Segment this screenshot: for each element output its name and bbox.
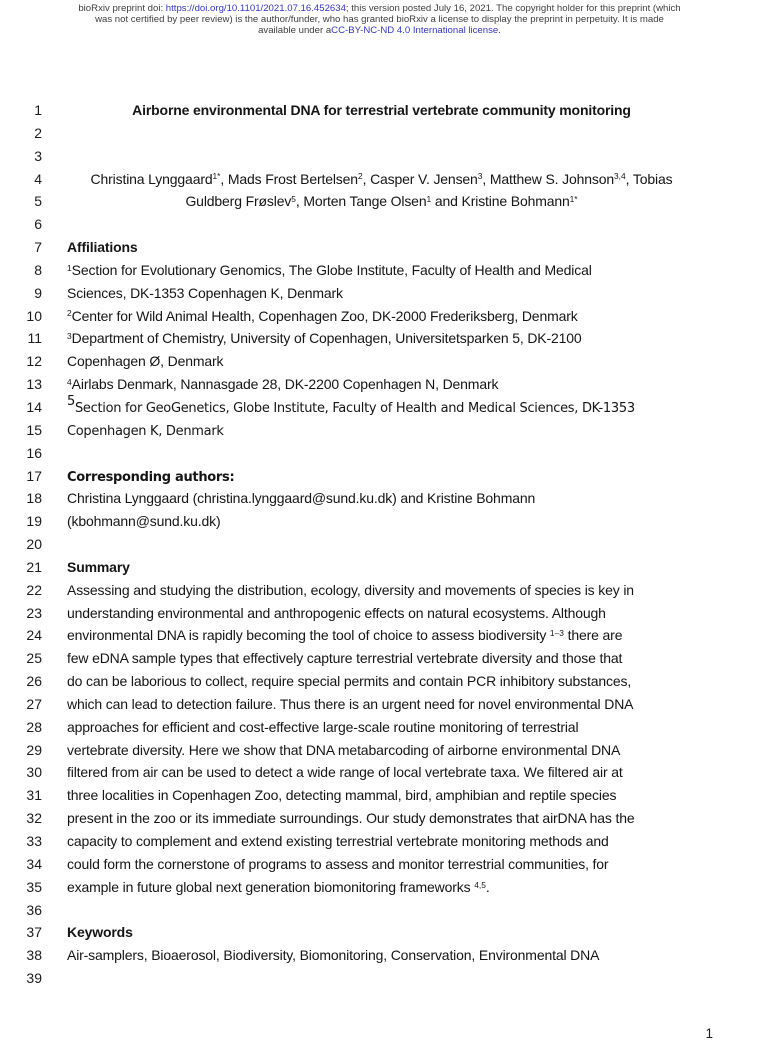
text-segment: (kbohmann@sund.ku.dk)	[67, 513, 221, 530]
line-text	[67, 487, 696, 510]
line-text	[67, 99, 696, 122]
superscript-text: 4	[67, 376, 72, 387]
text-segment: , Matthew S. Johnson	[482, 170, 614, 187]
line-text	[67, 784, 696, 807]
text-segment: could form the cornerstone of programs to assess and monitor terrestrial communities, for	[67, 855, 609, 872]
text-segment: , Tobias	[625, 170, 673, 187]
line-text	[67, 921, 696, 944]
text-segment: three localities in Copenhagen Zoo, detecting mammal, bird, amphibian and reptile species	[67, 787, 617, 804]
line-number: 19	[26, 513, 42, 530]
authors-line-1	[0, 168, 759, 191]
superscript-text: 1	[67, 262, 72, 273]
manuscript-body	[0, 99, 759, 990]
text-segment: few eDNA sample types that effectively capture terrestrial vertebrate diversity and those that	[67, 650, 623, 667]
doc-line	[0, 853, 759, 876]
line-text	[67, 716, 696, 739]
line-number: 13	[26, 376, 42, 393]
line-text	[67, 396, 696, 419]
doc-line	[0, 967, 759, 990]
line-number: 12	[26, 353, 42, 370]
text-segment: Air-samplers, Bioaerosol, Biodiversity, Biomonitoring, Conservation, Environmental DNA	[67, 947, 600, 964]
superscript-text: 1	[426, 194, 432, 205]
doc-line	[0, 716, 759, 739]
text-segment: Airlabs Denmark, Nannasgade 28, DK-2200 Copenhagen N, Denmark	[71, 376, 499, 393]
affiliations-heading	[0, 236, 759, 259]
doc-line	[0, 213, 759, 236]
text-segment: do can be laborious to collect, require special permits and contain PCR inhibitory substances,	[67, 673, 632, 690]
line-number: 30	[26, 764, 42, 781]
text-segment: which can lead to detection failure. Thus there is an urgent need for novel environmental DNA	[67, 695, 634, 712]
line-number: 29	[26, 741, 42, 758]
text-segment: Section for Evolutionary Genomics, The Globe Institute, Faculty of Health and Medical	[71, 261, 592, 278]
text-segment: .	[485, 878, 490, 895]
line-text	[67, 190, 696, 213]
line-number: 15	[26, 421, 42, 438]
line-number: 38	[26, 947, 42, 964]
line-text	[67, 853, 696, 876]
text-segment: and Kristine Bohmann	[431, 193, 570, 210]
line-number: 35	[26, 878, 42, 895]
doi-link[interactable]: https://doi.org/10.1101/2021.07.16.452634	[165, 3, 346, 14]
line-text	[67, 876, 696, 899]
text-segment: Christina Lynggaard (christina.lynggaard@sund.ku.dk) and Kristine Bohmann	[67, 490, 536, 507]
doc-line	[0, 579, 759, 602]
line-number: 6	[34, 216, 42, 233]
line-text	[67, 419, 696, 442]
line-number: 18	[26, 490, 42, 507]
line-text	[67, 168, 696, 191]
line-text	[67, 213, 696, 236]
line-text	[67, 899, 696, 922]
text-segment: , Casper V. Jensen	[362, 170, 478, 187]
line-number: 8	[34, 261, 42, 278]
notice-text: ; this version posted July 16, 2021. The copyright holder for this preprint (which	[345, 3, 681, 14]
line-text	[67, 465, 696, 488]
text-segment: Department of Chemistry, University of Copenhagen, Universitetsparken 5, DK-2100	[71, 330, 582, 347]
line-text	[67, 282, 696, 305]
line-number: 23	[26, 604, 42, 621]
corresponding-authors-heading	[0, 465, 759, 488]
text-segment: example in future global next generation biomonitoring frameworks	[67, 878, 475, 895]
text-segment: Section for GeoGenetics, Globe Institute, Faculty of Health and Medical Sciences, DK-1353	[74, 400, 635, 416]
line-text	[67, 967, 696, 990]
doc-line	[0, 282, 759, 305]
text-segment: Assessing and studying the distribution, ecology, diversity and movements of species is key in	[67, 581, 634, 598]
line-number: 39	[26, 970, 42, 987]
text-segment: Copenhagen K, Denmark	[67, 423, 224, 439]
text-segment: Corresponding authors:	[67, 469, 235, 485]
doc-line	[0, 784, 759, 807]
doc-line	[0, 693, 759, 716]
page-number: 1	[705, 1026, 713, 1041]
line-number: 27	[26, 695, 42, 712]
doc-line	[0, 944, 759, 967]
line-number: 11	[27, 330, 42, 347]
doc-line	[0, 899, 759, 922]
doc-line	[0, 807, 759, 830]
line-number: 33	[26, 833, 42, 849]
doc-line	[0, 739, 759, 762]
doc-line	[0, 327, 759, 350]
text-segment: Sciences, DK-1353 Copenhagen K, Denmark	[67, 284, 343, 301]
text-segment: Center for Wild Animal Health, Copenhagen Zoo, DK-2000 Frederiksberg, Denmark	[71, 307, 578, 324]
doc-line	[0, 830, 759, 853]
superscript-text: 5	[291, 194, 296, 205]
line-number: 26	[26, 673, 42, 690]
superscript-text: 1*	[212, 171, 221, 182]
superscript-text: 3	[477, 171, 483, 182]
line-number: 22	[26, 581, 42, 598]
doc-line	[0, 442, 759, 465]
line-text	[67, 693, 696, 716]
text-segment: Summary	[67, 558, 130, 575]
line-text	[67, 807, 696, 830]
line-text	[67, 830, 696, 853]
line-number: 2	[34, 124, 42, 141]
line-text	[67, 350, 696, 373]
line-number: 5	[34, 193, 42, 210]
summary-heading	[0, 556, 759, 579]
text-segment: Christina Lynggaard	[90, 170, 213, 187]
doc-line	[0, 373, 759, 396]
doc-line	[0, 624, 759, 647]
notice-text: available under a	[258, 25, 332, 36]
line-text	[67, 533, 696, 556]
doc-line	[0, 259, 759, 282]
line-number: 10	[26, 307, 42, 324]
line-number: 25	[26, 650, 42, 667]
superscript-text: 3,4	[614, 171, 626, 182]
line-text	[67, 739, 696, 762]
line-number: 20	[26, 536, 42, 553]
superscript-text: 3	[67, 331, 72, 342]
license-link[interactable]: CC-BY-NC-ND 4.0 International license	[331, 25, 499, 36]
line-number: 4	[34, 170, 42, 187]
superscript-text: 5	[67, 394, 75, 410]
superscript-text: 2	[67, 308, 72, 319]
superscript-text: 2	[357, 171, 363, 182]
line-number: 24	[26, 627, 42, 644]
line-number: 16	[26, 444, 42, 461]
line-text	[67, 556, 696, 579]
line-text	[67, 442, 696, 465]
doc-line	[0, 533, 759, 556]
notice-text: bioRxiv preprint doi:	[78, 3, 166, 14]
text-segment: vertebrate diversity. Here we show that DNA metabarcoding of airborne environmental DNA	[67, 741, 621, 758]
notice-text: .	[498, 25, 501, 36]
line-text	[67, 122, 696, 145]
line-text	[67, 373, 696, 396]
preprint-notice	[0, 3, 759, 36]
line-text	[67, 647, 696, 670]
title-line	[0, 99, 759, 122]
text-segment: , Morten Tange Olsen	[295, 193, 427, 210]
superscript-text: 1–3	[549, 628, 564, 639]
line-text	[67, 145, 696, 168]
line-text	[67, 602, 696, 625]
line-number: 32	[26, 810, 42, 827]
text-segment: capacity to complement and extend existing terrestrial vertebrate monitoring methods and	[67, 833, 609, 849]
superscript-text: 1*	[569, 194, 578, 205]
notice-line-2: was not certified by peer review) is the author/funder, who has granted bioRxiv a license to display the preprint in perpetuity. It is made	[95, 14, 664, 25]
line-text	[67, 944, 696, 967]
text-segment: understanding environmental and anthropogenic effects on natural ecosystems. Although	[67, 604, 606, 621]
keywords-heading	[0, 921, 759, 944]
line-text	[67, 236, 696, 259]
line-number: 31	[26, 787, 42, 804]
line-text	[67, 305, 696, 328]
line-text	[67, 670, 696, 693]
doc-line	[0, 122, 759, 145]
line-text	[67, 327, 696, 350]
doc-line	[0, 487, 759, 510]
doc-line	[0, 761, 759, 784]
line-number: 1	[34, 102, 42, 118]
doc-line	[0, 510, 759, 533]
text-segment: Copenhagen Ø, Denmark	[67, 353, 224, 370]
text-segment: approaches for efficient and cost-effective large-scale routine monitoring of terrestrial	[67, 718, 579, 735]
text-segment: Keywords	[67, 924, 133, 941]
line-number: 37	[26, 924, 42, 941]
notice-line-1	[0, 3, 759, 14]
line-number: 17	[26, 467, 42, 484]
line-text	[67, 579, 696, 602]
doc-line	[0, 670, 759, 693]
doc-line	[0, 419, 759, 442]
line-text	[67, 624, 696, 647]
text-segment: Guldberg Frøslev	[185, 193, 292, 210]
doc-line	[0, 602, 759, 625]
line-number: 36	[26, 901, 42, 918]
authors-line-2	[0, 190, 759, 213]
line-text	[67, 510, 696, 533]
text-segment: there are	[563, 627, 623, 644]
line-text	[67, 259, 696, 282]
line-number: 34	[26, 855, 42, 872]
line-number: 9	[34, 284, 42, 301]
line-number: 7	[34, 239, 42, 256]
text-segment: Airborne environmental DNA for terrestrial vertebrate community monitoring	[132, 102, 631, 118]
doc-line	[0, 305, 759, 328]
superscript-text: 4,5	[474, 879, 486, 890]
line-number: 3	[34, 147, 42, 164]
doc-line	[0, 350, 759, 373]
line-number: 28	[26, 718, 42, 735]
text-segment: filtered from air can be used to detect a wide range of local vertebrate taxa. We filtered air at	[67, 764, 623, 781]
doc-line	[0, 876, 759, 899]
doc-line	[0, 396, 759, 419]
text-segment: present in the zoo or its immediate surroundings. Our study demonstrates that airDNA has the	[67, 810, 635, 827]
text-segment: environmental DNA is rapidly becoming the tool of choice to assess biodiversity	[67, 627, 550, 644]
notice-line-3	[0, 25, 759, 36]
line-text	[67, 761, 696, 784]
line-number: 14	[26, 398, 42, 415]
text-segment: , Mads Frost Bertelsen	[220, 170, 358, 187]
line-number: 21	[26, 558, 42, 575]
text-segment: Affiliations	[67, 239, 138, 256]
doc-line	[0, 145, 759, 168]
doc-line	[0, 647, 759, 670]
